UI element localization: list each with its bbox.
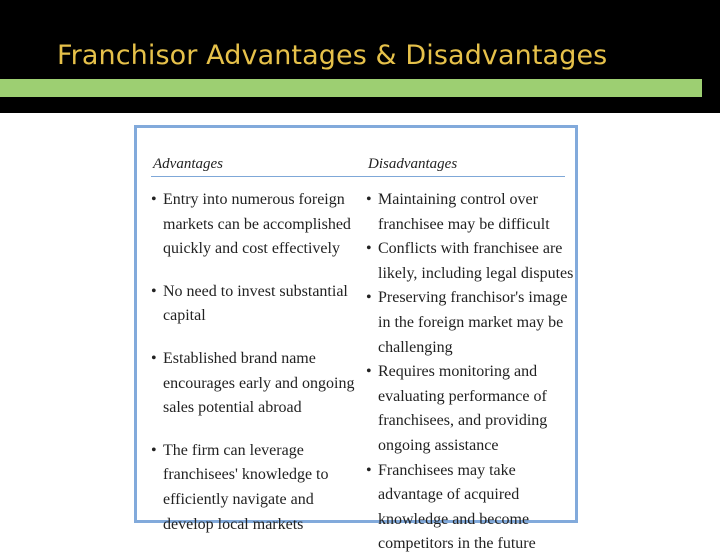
disadvantage-item: • Maintaining control over franchisee may be difficult xyxy=(366,188,574,237)
advantage-item: • No need to invest substantial capital xyxy=(151,280,356,329)
disadvantage-item: • Preserving franchisor's image in the foreign market may be challenging xyxy=(366,286,574,360)
advantage-item: • The firm can leverage franchisees' knowledge to efficiently navigate and develop local markets xyxy=(151,439,356,537)
slide-title: Franchisor Advantages & Disadvantages xyxy=(57,40,608,71)
disadvantage-item: • Conflicts with franchisee are likely, including legal disputes xyxy=(366,237,574,286)
header-divider xyxy=(151,176,565,177)
advantages-header: Advantages xyxy=(153,156,223,172)
comparison-table xyxy=(134,125,578,553)
advantage-item: • Established brand name encourages early and ongoing sales potential abroad xyxy=(151,347,356,421)
accent-bar xyxy=(0,79,702,97)
disadvantage-item: • Franchisees may take advantage of acquired knowledge and become competitors in the future xyxy=(366,459,574,557)
advantage-item: • Entry into numerous foreign markets can be accomplished quickly and cost effectively xyxy=(151,188,356,262)
disadvantage-item: • Requires monitoring and evaluating performance of franchisees, and providing ongoing assistance xyxy=(366,360,574,458)
disadvantages-list xyxy=(366,188,574,557)
disadvantages-header: Disadvantages xyxy=(368,156,458,172)
advantages-list xyxy=(151,188,356,537)
